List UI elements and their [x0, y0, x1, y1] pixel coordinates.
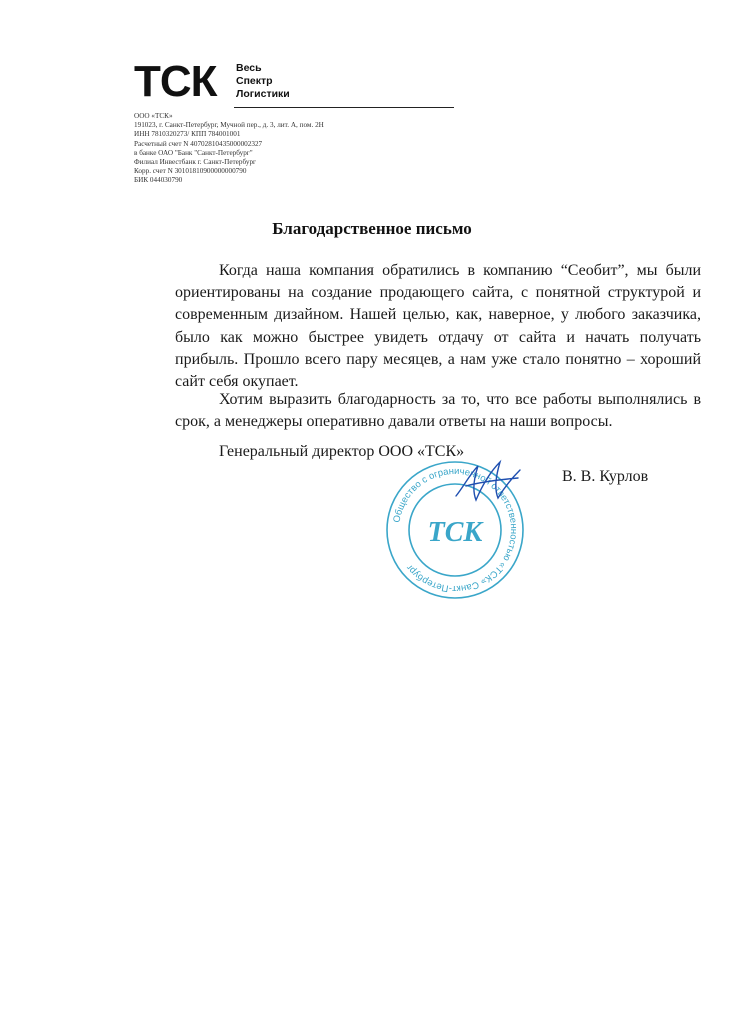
paragraph-line: Когда наша компания обратились в компанию “Сеобит”, мы были — [219, 262, 701, 279]
requisite-line: 191023, г. Санкт-Петербург, Мучной пер., д. 3, лит. А, пом. 2Н — [134, 121, 324, 130]
paragraph-line: современным дизайном. Нашей целью, как, наверное, у любого заказчика, — [175, 306, 701, 324]
tagline-line: Весь — [236, 62, 262, 74]
requisite-line: Расчетный счет N 40702810435000002327 — [134, 139, 263, 148]
signatory-title: Генеральный директор ООО «ТСК» — [219, 443, 465, 460]
tagline-line: Логистики — [236, 88, 290, 100]
requisite-line: ИНН 7810320273/ КПП 784001001 — [134, 130, 241, 139]
letterhead-divider — [234, 107, 454, 108]
letter-title: Благодарственное письмо — [272, 219, 472, 238]
letterhead-logo — [134, 57, 354, 108]
letter-paragraph-2 — [175, 389, 701, 433]
paragraph-line: сайт себя окупает. — [175, 373, 299, 391]
requisite-line: ООО «ТСК» — [134, 112, 173, 120]
letter-paragraph-1 — [175, 260, 701, 393]
paragraph-line: Хотим выразить благодарность за то, что все работы выполнялись в — [219, 391, 701, 408]
requisite-line: в банке ОАО "Банк "Санкт-Петербург" — [134, 148, 253, 157]
stamp-center-text: ТСК — [427, 517, 483, 548]
requisite-line: БИК 044030790 — [134, 176, 183, 185]
stamp-ring-text: Общество с ограниченной ответственностью «ТСК» Санкт-Петербург — [391, 465, 520, 595]
company-logo-text: ТСК — [134, 57, 217, 106]
paragraph-line: срок, а менеджеры оперативно давали ответы на наши вопросы. — [175, 413, 613, 431]
paragraph-line: было как можно быстрее увидеть отдачу от сайта и начать получать — [175, 328, 701, 346]
signatory-name: В. В. Курлов — [562, 468, 649, 485]
requisite-line: Филиал Инвестбанк г. Санкт-Петербург — [134, 158, 256, 167]
paragraph-line: прибыль. Прошло всего пару месяцев, а нам уже стало понятно – хороший — [175, 350, 701, 368]
tagline-line: Спектр — [236, 75, 273, 87]
paragraph-line: ориентированы на создание продающего сайта, с понятной структурой и — [175, 284, 701, 302]
signature — [452, 456, 524, 508]
requisite-line: Корр. счет N 30101810900000000790 — [134, 167, 247, 176]
company-requisites — [134, 112, 324, 186]
company-tagline — [236, 62, 290, 101]
